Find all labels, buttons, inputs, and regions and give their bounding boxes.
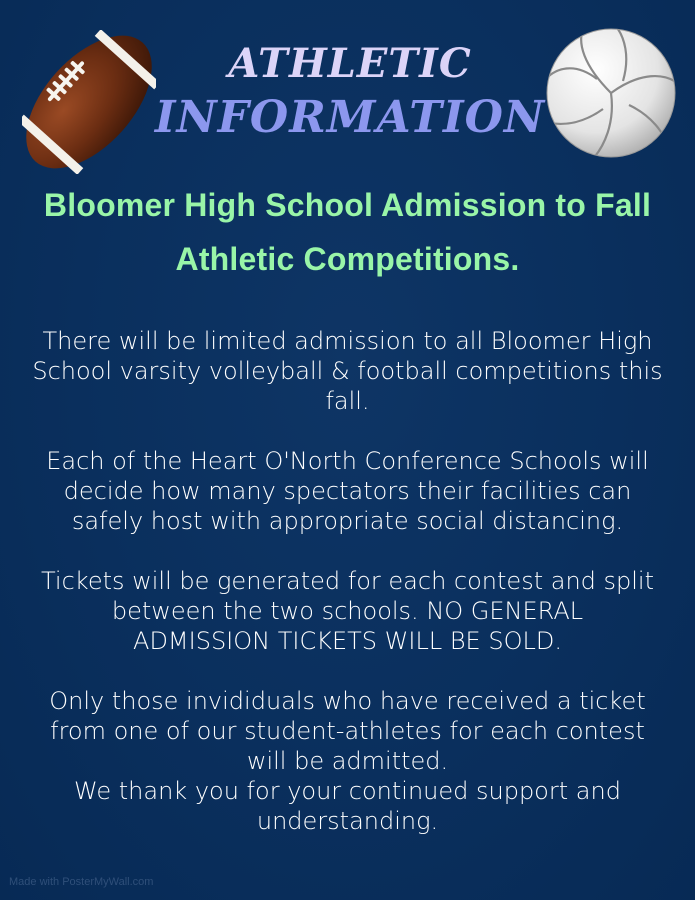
paragraph-thank-you: We thank you for your continued support and understanding. <box>74 777 621 835</box>
watermark: Made with PosterMyWall.com <box>9 876 154 888</box>
title-line-2: INFORMATION <box>154 92 546 143</box>
paragraph-conference-schools: Each of the Heart O'North Conference Schools will decide how many spectators their facilities can safely host with appropriate social distancing. <box>46 447 649 535</box>
football-icon <box>22 30 156 174</box>
subheading-line-1: Bloomer High School Admission to Fall <box>43 187 652 223</box>
paragraph-limited-admission: There will be limited admission to all Bloomer High School varsity volleyball & football competitions this fall. <box>32 327 663 415</box>
paragraph-tickets: Tickets will be generated for each contest and split between the two schools. NO GENERAL ADMISSION TICKETS WILL BE SOLD. <box>41 567 654 655</box>
paragraph-admitted: Only those invididuals who have received a ticket from one of our student-athletes for each contest will be admitted. <box>49 687 646 775</box>
subheading <box>30 178 665 286</box>
announcement-body <box>22 326 673 836</box>
volleyball-icon <box>545 27 677 159</box>
title-line-1: ATHLETIC <box>228 40 472 87</box>
subheading-line-2: Athletic Competitions. <box>175 241 520 277</box>
